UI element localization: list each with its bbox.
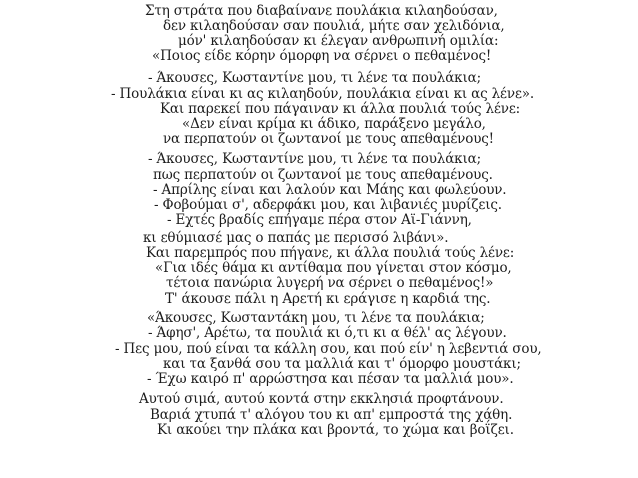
poem-line: - Πουλάκια είναι κι ας κιλαηδούν, πουλάκια είναι κι ας λένε». (111, 86, 535, 102)
poem-line: Βαριά χτυπά τ' αλόγου του κι απ' εμπροστά της χάθη. (150, 407, 513, 423)
poem-line: «Ποιος είδε κόρην όμορφη να σέρνει ο πεθαμένος! (152, 48, 492, 64)
poem-line: Κι ακούει την πλάκα και βροντά, το χώμα και βοΐζει. (157, 422, 514, 438)
poem-line: κι εθύμιασέ μας ο παπάς με περισσό λιβάνι». (143, 230, 449, 246)
poem-line: - Άκουσες, Κωσταντίνε μου, τι λένε τα πουλάκια; (148, 70, 481, 86)
poem-line: δεν κιλαηδούσαν σαν πουλιά, μήτε σαν χελιδόνια, (163, 18, 505, 34)
poem-line: Και παρεμπρός που πήγανε, κι άλλα πουλιά τούς λένε: (146, 245, 515, 261)
poem-line: Στη στράτα που διαβαίνανε πουλάκια κιλαηδούσαν, (145, 3, 498, 19)
poem-line: - Πες μου, πού είναι τα κάλλη σου, και πού είν' η λεβεντιά σου, (115, 341, 542, 357)
poem-line: «Δεν είναι κρίμα κι άδικο, παράξενο μεγάλο, (182, 116, 486, 132)
poem-line: - Έχω καιρό π' αρρώστησα και πέσαν τα μαλλιά μου». (147, 371, 514, 387)
poem-line: πως περπατούν οι ζωντανοί με τους απεθαμένους. (153, 167, 493, 183)
poem-line: και τα ξανθά σου τα μαλλιά και τ' όμορφο μουστάκι; (163, 356, 521, 372)
poem-line: - Απρίλης είναι και λαλούν και Μάης και φωλεύουν. (153, 182, 507, 198)
poem-line: «Άκουσες, Κωσταντάκη μου, τι λένε τα πουλάκια; (147, 310, 485, 326)
poem-line: να περπατούν οι ζωντανοί με τους απεθαμένους! (163, 131, 494, 147)
poem-line: - Φοβούμαι σ', αδερφάκι μου, και λιβανιές μυρίζεις. (154, 197, 502, 213)
poem-line: Τ' άκουσε πάλι η Αρετή κι εράγισε η καρδιά της. (165, 291, 491, 307)
poem-line: «Για ιδές θάμα κι αντίθαμα που γίνεται στον κόσμο, (155, 260, 512, 276)
poem-line: Και παρεκεί που πάγαιναν κι άλλα πουλιά τούς λένε: (160, 101, 521, 117)
poem-line: τέτοια πανώρια λυγερή να σέρνει ο πεθαμένος!» (166, 275, 494, 291)
poem-line: - Άφησ', Αρέτω, τα πουλιά κι ό,τι κι α θέλ' ας λέγουν. (148, 325, 507, 341)
poem-line: - Εχτές βραδίς επήγαμε πέρα στον Αϊ-Γιάννη, (167, 212, 472, 228)
poem-line: - Άκουσες, Κωσταντίνε μου, τι λένε τα πουλάκια; (148, 151, 481, 167)
poem-line: μόν' κιλαηδούσαν κι έλεγαν ανθρωπινή ομιλία: (178, 33, 499, 49)
poem-line: Αυτού σιμά, αυτού κοντά στην εκκλησιά προφτάνουν. (139, 391, 504, 407)
